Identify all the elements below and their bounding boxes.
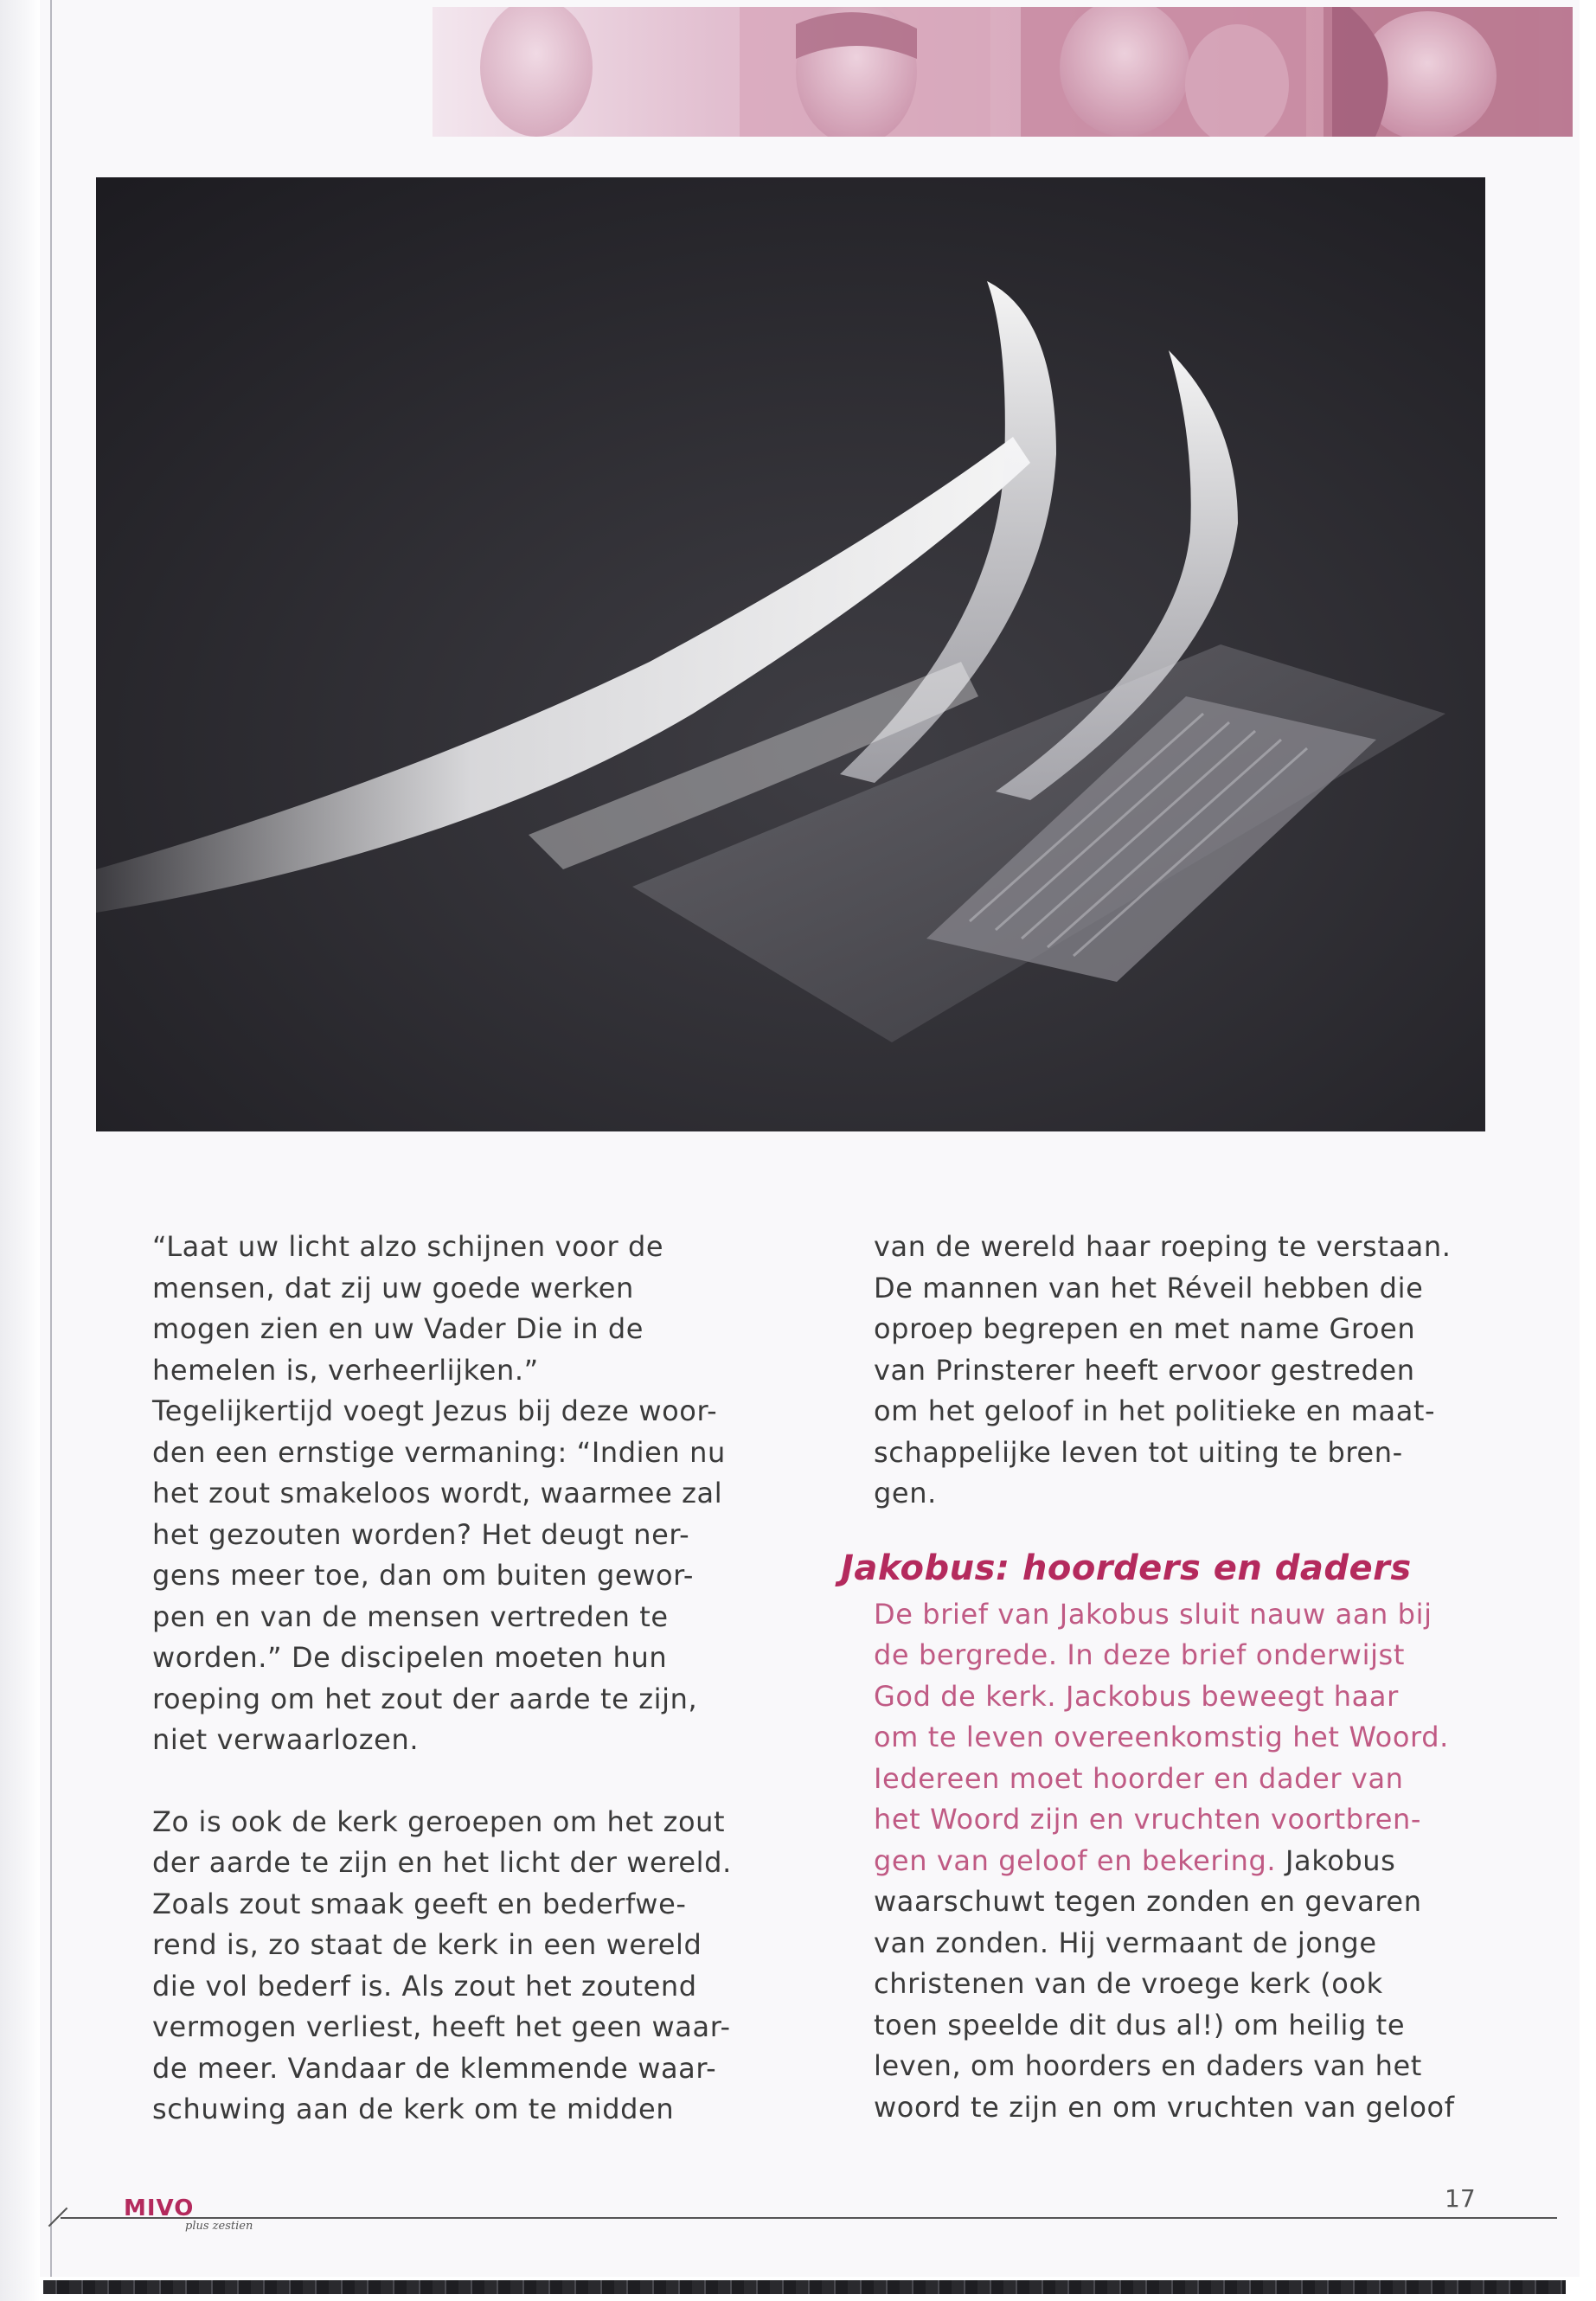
hero-background — [96, 177, 1485, 1131]
footer-rule — [61, 2217, 1557, 2219]
page-bottom-edge — [43, 2280, 1566, 2294]
text-line: hemelen is, verheerlijken.” — [152, 1353, 539, 1387]
text-line: den een ernstige vermaning: “Indien nu — [152, 1435, 726, 1469]
text-line: worden.” De discipelen moeten hun — [152, 1641, 668, 1674]
text-line: rend is, zo staat de kerk in een wereld — [152, 1928, 702, 1961]
text-line: De mannen van het Réveil hebben die — [874, 1271, 1424, 1304]
text-line: oproep begrepen en met name Groen — [874, 1312, 1416, 1345]
text-line: Tegelijkertijd voegt Jezus bij deze woor- — [152, 1394, 718, 1427]
left-paragraph-2 — [152, 1802, 775, 2131]
text-line: mensen, dat zij uw goede werken — [152, 1271, 634, 1304]
article-right-column — [841, 1227, 1497, 2128]
text-line: om het geloof in het politieke en maat- — [874, 1394, 1436, 1427]
text-line: roeping om het zout der aarde te zijn, — [152, 1682, 698, 1715]
text-line: Jakobus — [1285, 1843, 1396, 1877]
text-line: pen en van de mensen vertreden te — [152, 1599, 669, 1633]
text-line: schappelijke leven tot uiting te bren- — [874, 1435, 1403, 1469]
face-photo-3 — [1021, 7, 1306, 137]
text-line: Zoals zout smaak geeft en bederfwe- — [152, 1887, 687, 1920]
text-line: waarschuwt tegen zonden en gevaren — [874, 1885, 1422, 1918]
faces-photo-strip — [433, 7, 1573, 137]
highlight-line: het Woord zijn en vruchten voortbren- — [874, 1803, 1422, 1836]
text-line: de meer. Vandaar de klemmende waar- — [152, 2051, 717, 2085]
highlight-line: gen van geloof en bekering. — [874, 1843, 1277, 1877]
right-paragraph-1 — [874, 1227, 1497, 1515]
text-line: het zout smakeloos wordt, waarmee zal — [152, 1477, 723, 1509]
text-line: mogen zien en uw Vader Die in de — [152, 1312, 644, 1345]
highlight-line: om te leven overeenkomstig het Woord. — [874, 1721, 1449, 1753]
page-gutter — [0, 0, 40, 2301]
text-line: gen. — [874, 1477, 937, 1509]
text-line: van de wereld haar roeping te verstaan. — [874, 1230, 1452, 1263]
magazine-logo: MIVO — [124, 2195, 195, 2221]
text-line: leven, om hoorders en daders van het — [874, 2049, 1422, 2082]
text-line: “Laat uw licht alzo schijnen voor de — [152, 1230, 664, 1263]
highlight-line: de bergrede. In deze brief onderwijst — [874, 1638, 1405, 1671]
text-line: het gezouten worden? Het deugt ner- — [152, 1517, 690, 1551]
right-paragraph-2 — [874, 1594, 1497, 2129]
text-line: christenen van de vroege kerk (ook — [874, 1967, 1383, 2000]
text-line: niet verwaarlozen. — [152, 1723, 420, 1756]
text-line: Zo is ook de kerk geroepen om het zout — [152, 1804, 726, 1838]
page-number: 17 — [1445, 2184, 1476, 2213]
text-line: gens meer toe, dan om buiten gewor- — [152, 1559, 695, 1592]
gutter-line — [50, 0, 52, 2277]
text-line: vermogen verliest, heeft het geen waar- — [152, 2010, 731, 2043]
section-heading: Jakobus: hoorders en daders — [841, 1548, 1412, 1588]
text-line: woord te zijn en om vruchten van geloof — [874, 2090, 1455, 2124]
face-photo-4 — [1324, 7, 1573, 137]
text-line: der aarde te zijn en het licht der wereld. — [152, 1846, 732, 1879]
text-line: van zonden. Hij vermaant de jonge — [874, 1926, 1377, 1959]
magazine-logo-subtitle: plus zestien — [185, 2220, 253, 2233]
text-line: die vol bederf is. Als zout het zoutend — [152, 1969, 697, 2003]
left-paragraph-1 — [152, 1227, 775, 1761]
flipping-bible-pages-photo — [96, 177, 1485, 1131]
highlight-line: De brief van Jakobus sluit nauw aan bij — [874, 1597, 1433, 1631]
highlight-line: God de kerk. Jackobus beweegt haar — [874, 1679, 1399, 1713]
text-line: schuwing aan de kerk om te midden — [152, 2093, 675, 2125]
text-line: toen speelde dit dus al!) om heilig te — [874, 2008, 1406, 2041]
text-line: van Prinsterer heeft ervoor gestreden — [874, 1353, 1415, 1387]
mixed-line — [874, 1841, 1497, 1882]
face-photo-2 — [740, 7, 990, 137]
article-left-column — [152, 1227, 775, 2131]
highlight-line: Iedereen moet hoorder en dader van — [874, 1761, 1404, 1795]
